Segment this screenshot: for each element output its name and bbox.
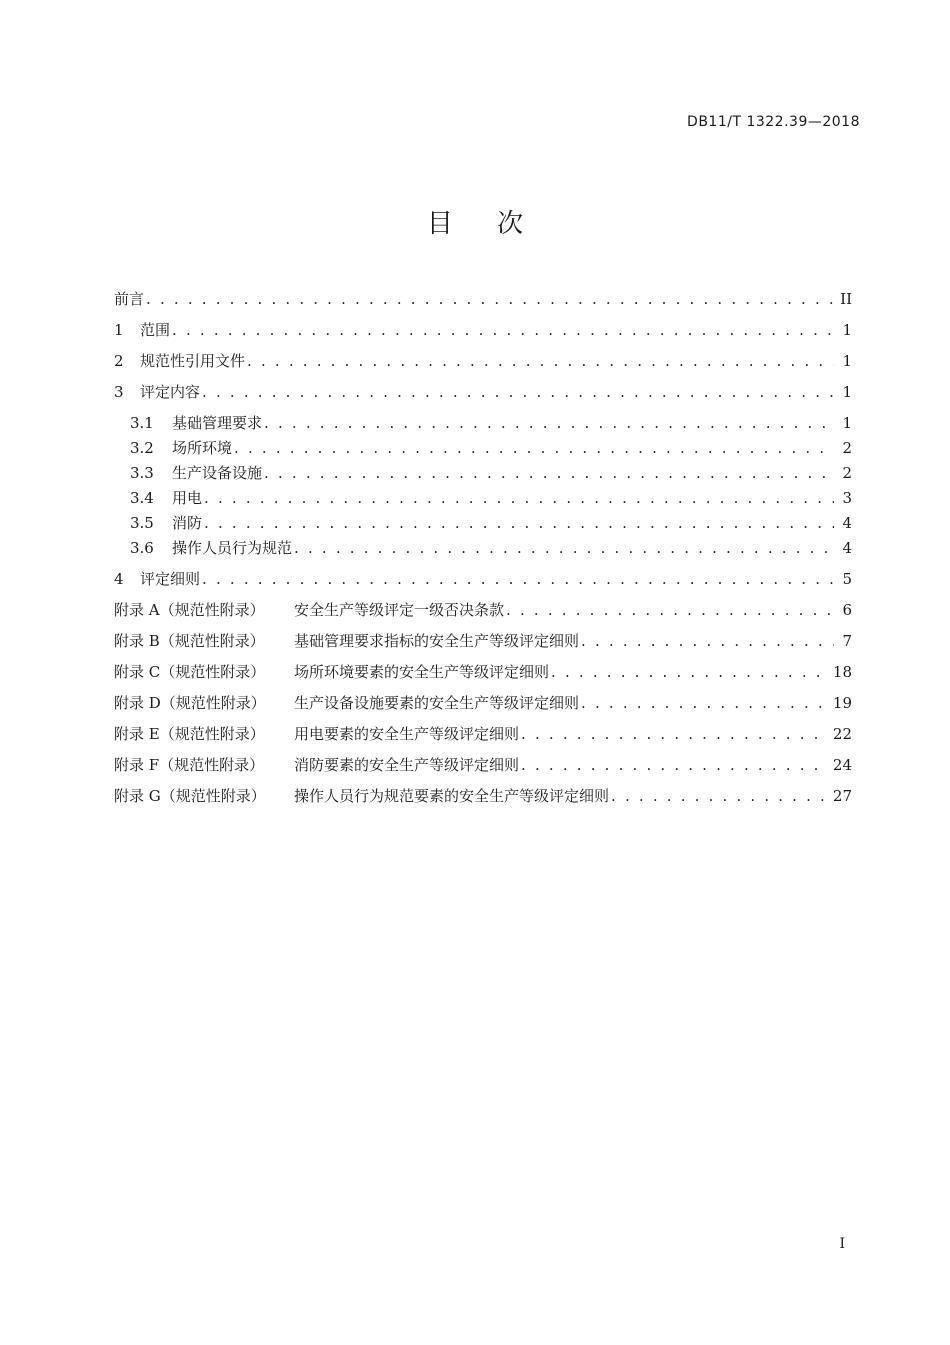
toc-page: 2: [842, 439, 852, 457]
dot-leader: [202, 381, 834, 403]
toc-number: 3.6: [130, 539, 154, 557]
dot-leader: [146, 288, 834, 310]
appendix-id: 附录 F（规范性附录）: [114, 756, 265, 774]
toc-entry-3[interactable]: [114, 381, 852, 403]
toc-page: 2: [842, 464, 852, 482]
toc-appendix-d[interactable]: [114, 692, 852, 714]
dot-leader: [521, 723, 829, 745]
toc-page: 22: [832, 725, 852, 743]
toc-number: 3.5: [130, 514, 154, 532]
toc-page: 7: [842, 632, 852, 650]
toc-label: 基础管理要求: [172, 414, 263, 432]
dot-leader: [506, 599, 834, 621]
appendix-id: 附录 C（规范性附录）: [114, 663, 266, 681]
appendix-id: 附录 A（规范性附录）: [114, 601, 265, 619]
toc-label: 用电: [172, 489, 203, 507]
dot-leader: [581, 630, 834, 652]
dot-leader: [202, 568, 834, 590]
toc-appendix-a[interactable]: [114, 599, 852, 621]
toc-entry-3-3[interactable]: [130, 462, 852, 484]
toc-page: 18: [832, 663, 852, 681]
toc-page: 1: [842, 414, 852, 432]
doc-code: DB11/T 1322.39—2018: [687, 114, 860, 130]
toc-label: 操作人员行为规范: [172, 539, 293, 557]
toc-label: 范围: [140, 321, 171, 339]
toc-label: 前言: [114, 290, 145, 308]
toc-label: 用电要素的安全生产等级评定细则: [294, 725, 520, 743]
toc-label: 安全生产等级评定一级否决条款: [294, 601, 505, 619]
toc-number: 3: [114, 383, 124, 401]
dot-leader: [581, 692, 829, 714]
toc-number: 3.3: [130, 464, 154, 482]
toc-number: 3.4: [130, 489, 154, 507]
appendix-id: 附录 E（规范性附录）: [114, 725, 265, 743]
dot-leader: [294, 537, 834, 559]
dot-leader: [611, 785, 829, 807]
toc-label: 消防: [172, 514, 203, 532]
toc-entry-4[interactable]: [114, 568, 852, 590]
toc-entry-3-4[interactable]: [130, 487, 852, 509]
toc-label: 消防要素的安全生产等级评定细则: [294, 756, 520, 774]
toc-page: 1: [842, 352, 852, 370]
toc-page: 3: [842, 489, 852, 507]
toc-number: 3.2: [130, 439, 154, 457]
toc-label: 场所环境要素的安全生产等级评定细则: [294, 663, 550, 681]
toc-appendix-e[interactable]: [114, 723, 852, 745]
toc-appendix-b[interactable]: [114, 630, 852, 652]
page-number: I: [839, 1236, 845, 1252]
dot-leader: [204, 487, 834, 509]
appendix-id: 附录 D（规范性附录）: [114, 694, 266, 712]
toc-appendix-c[interactable]: [114, 661, 852, 683]
toc-number: 2: [114, 352, 124, 370]
toc-label: 生产设备设施要素的安全生产等级评定细则: [294, 694, 580, 712]
toc-entry-3-1[interactable]: [130, 412, 852, 434]
toc-page: 27: [832, 787, 852, 805]
toc-appendix-g[interactable]: [114, 785, 852, 807]
dot-leader: [551, 661, 829, 683]
toc-number: 4: [114, 570, 124, 588]
toc-page: 4: [842, 539, 852, 557]
toc-page: 1: [842, 383, 852, 401]
toc-page: 4: [842, 514, 852, 532]
toc-label: 场所环境: [172, 439, 233, 457]
toc-label: 生产设备设施: [172, 464, 263, 482]
toc-page: 19: [832, 694, 852, 712]
page-title: 目 次: [426, 209, 542, 239]
toc-number: 3.1: [130, 414, 154, 432]
dot-leader: [234, 437, 834, 459]
toc-appendix-f[interactable]: [114, 754, 852, 776]
appendix-id: 附录 G（规范性附录）: [114, 787, 266, 805]
toc-label: 评定细则: [140, 570, 201, 588]
toc-number: 1: [114, 321, 124, 339]
toc-page: 1: [842, 321, 852, 339]
toc-label: 操作人员行为规范要素的安全生产等级评定细则: [294, 787, 610, 805]
dot-leader: [172, 319, 834, 341]
toc-entry-3-5[interactable]: [130, 512, 852, 534]
toc-label: 评定内容: [140, 383, 201, 401]
toc-entry-3-6[interactable]: [130, 537, 852, 559]
appendix-id: 附录 B（规范性附录）: [114, 632, 265, 650]
dot-leader: [264, 412, 834, 434]
toc-entry-2[interactable]: [114, 350, 852, 372]
toc-label: 规范性引用文件: [140, 352, 246, 370]
toc-page: II: [840, 290, 852, 308]
dot-leader: [521, 754, 829, 776]
dot-leader: [247, 350, 834, 372]
toc-label: 基础管理要求指标的安全生产等级评定细则: [294, 632, 580, 650]
toc-page: 5: [842, 570, 852, 588]
dot-leader: [264, 462, 834, 484]
toc-entry-preface[interactable]: [114, 288, 852, 310]
toc-entry-1[interactable]: [114, 319, 852, 341]
toc-page: 6: [842, 601, 852, 619]
dot-leader: [204, 512, 834, 534]
toc-entry-3-2[interactable]: [130, 437, 852, 459]
toc-page: 24: [832, 756, 852, 774]
